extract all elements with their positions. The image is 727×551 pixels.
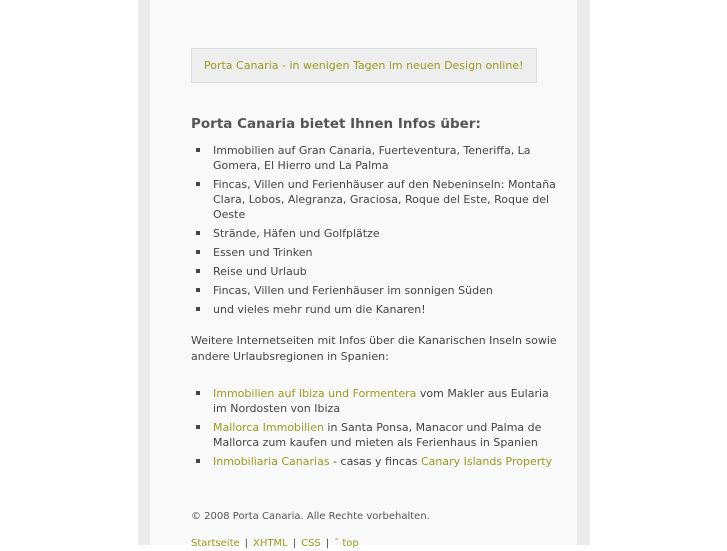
link-inmobiliaria[interactable]: Inmobiliaria Canarias (213, 455, 330, 468)
footer-link-css[interactable]: CSS (301, 538, 321, 549)
link-list (191, 386, 563, 469)
link-description: vom Makler aus Eularia im Nordosten von Ibiza (213, 387, 549, 415)
section-heading: Porta Canaria bietet Ihnen Infos über: (191, 116, 481, 132)
intro-paragraph: Weitere Internetseiten mit Infos über die Kanarischen Inseln sowie andere Urlaubsregionen in Spanien: (191, 334, 557, 363)
page-inner (150, 0, 577, 549)
list-item: Reise und Urlaub (191, 264, 563, 279)
list-item (191, 386, 563, 416)
footer-link-top[interactable]: ˆ top (334, 538, 359, 549)
notice-box (191, 48, 537, 83)
footer-link-startseite[interactable]: Startseite (191, 538, 240, 549)
page-frame (138, 0, 590, 549)
list-item: und vieles mehr rund um die Kanaren! (191, 302, 563, 317)
footer-link-xhtml[interactable]: XHTML (253, 538, 288, 549)
list-item: Essen und Trinken (191, 245, 563, 260)
list-item (191, 420, 563, 450)
separator: | (292, 538, 297, 549)
link-canary-property[interactable]: Canary Islands Property (420, 455, 553, 468)
main-content (191, 48, 563, 551)
link-description: - casas y fincas (329, 455, 421, 468)
copyright-text: © 2008 Porta Canaria. Alle Rechte vorbehalten. (191, 511, 430, 522)
list-item: Fincas, Villen und Ferienhäuser im sonnigen Süden (191, 283, 563, 298)
list-item: Immobilien auf Gran Canaria, Fuerteventura, Teneriffa, La Gomera, El Hierro und La Palma (191, 143, 563, 173)
separator: | (244, 538, 249, 549)
list-item: Strände, Häfen und Golfplätze (191, 226, 563, 241)
link-description: in Santa Ponsa, Manacor und Palma de Mallorca zum kaufen und mieten als Ferienhaus in Spanien (213, 421, 542, 449)
list-item: Fincas, Villen und Ferienhäuser auf den Nebeninseln: Montaña Clara, Lobos, Alegranza, Graciosa, Roque del Este, Roque del Oeste (191, 177, 563, 222)
link-mallorca[interactable]: Mallorca Immobilien (213, 421, 324, 434)
footer-nav (191, 536, 563, 551)
separator: | (325, 538, 330, 549)
notice-link[interactable]: Porta Canaria - in wenigen Tagen im neuen Design online! (204, 59, 524, 72)
link-ibiza[interactable]: Immobilien auf Ibiza und Formentera (213, 387, 417, 400)
info-list (191, 143, 563, 317)
list-item (191, 454, 563, 469)
